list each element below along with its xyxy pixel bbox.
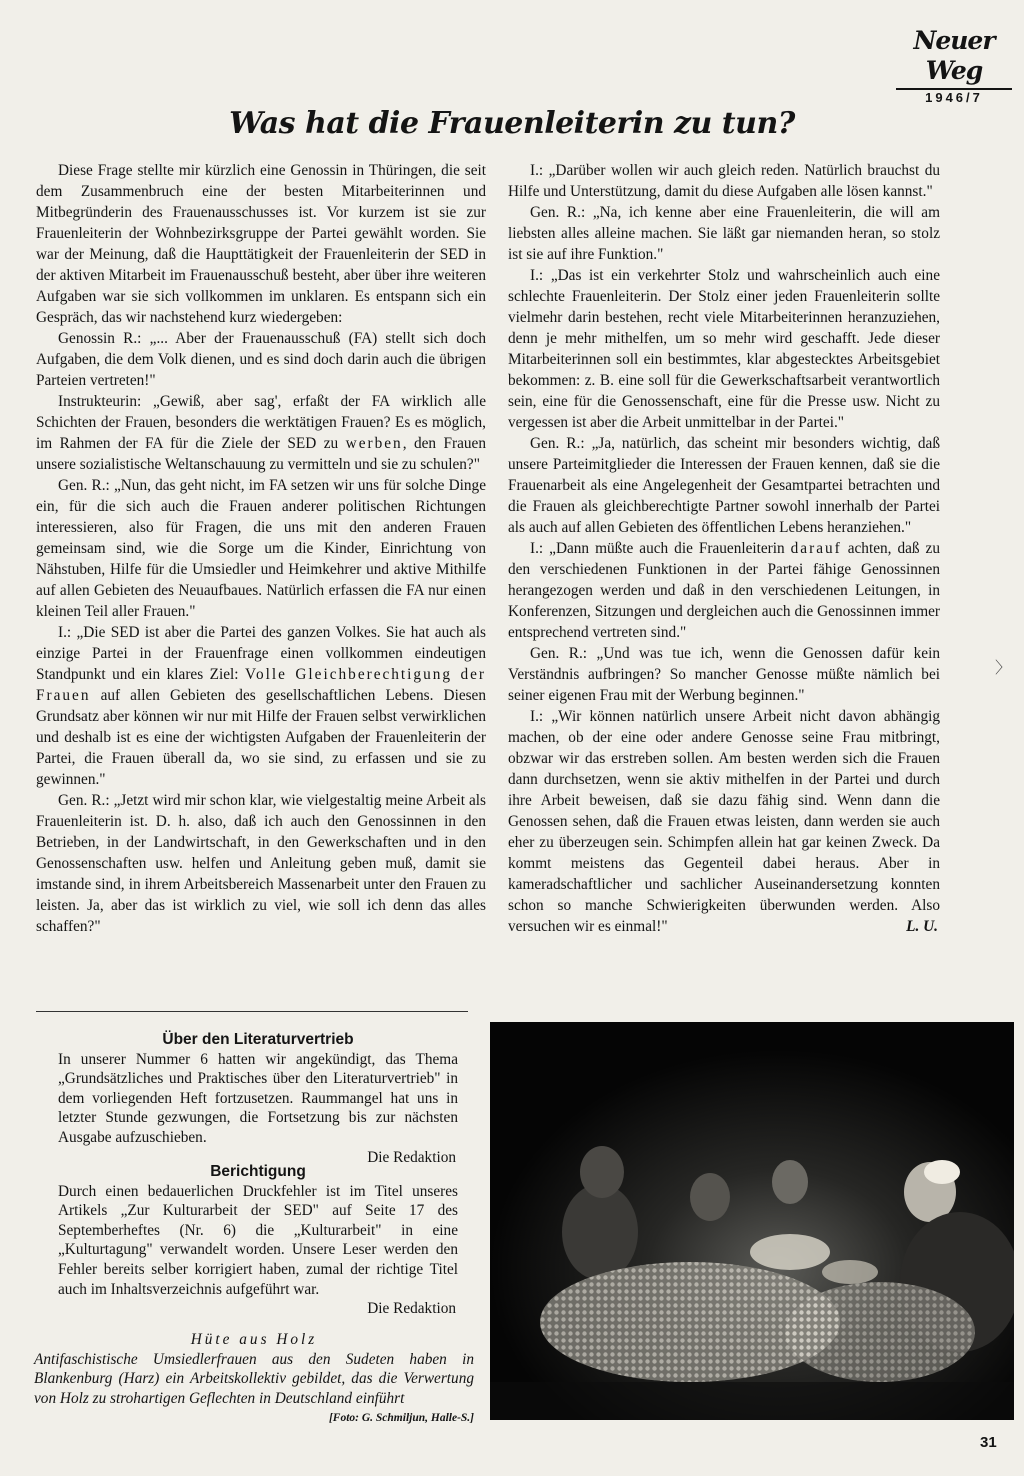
page-number: 31 [980, 1434, 997, 1451]
article-paragraph: Gen. R.: „Jetzt wird mir schon klar, wie vielgestaltig meine Arbeit als Frauenleiterin ist. D. h. also, daß ich auch den Genossinnen in den Betrieben, in der Landwirtschaft, in den Gewerkschaften und in den Genossenschaften usw. helfen und Anleitung geben muß, damit sie imstande sind, in ihrem Arbeitsbereich Massenarbeit unter den Frauen zu leisten. Ja, aber das ist wirklich zu viel, wie soll ich denn das alles schaffen?" [36, 792, 486, 935]
notice-body: Durch einen bedauerlichen Druckfehler ist im Titel unseres Artikels „Zur Kulturarbeit der SED" auf Seite 17 des Septemberheftes (Nr. 6) die „Kulturarbeit" in eine „Kulturtagung" verwandelt worden. Unsere Leser werden den Fehler bereits selber korrigiert haben, zumal der richtige Titel auch im Inhaltsverzeichnis aufgeführt war. [58, 1182, 458, 1298]
spaced-emphasis: darauf [790, 540, 842, 557]
article-paragraph: Gen. R.: „Nun, das geht nicht, im FA setzen wir uns für solche Dinge ein, für die sich auch die Frauen anderer politischen Richtungen interessieren, also für Fragen, die uns mit den anderen Frauen gemeinsam sind, wie die Sorge um die Kinder, Einrichtung von Nähstuben, Hilfe für die Umsiedler und Heimkehrer und aktive Mithilfe auf allen Gebieten des Neuaufbaues. Natürlich erfassen die FA nur einen kleinen Teil aller Frauen." [36, 477, 486, 620]
article-paragraph: Gen. R.: „Na, ich kenne aber eine Frauenleiterin, die will am liebsten alles alleine machen. Sie läßt gar niemanden heran, so stolz ist sie auf ihre Funktion." [508, 204, 940, 263]
photo-women-weaving [490, 1022, 1014, 1420]
article-paragraph: I.: „Darüber wollen wir auch gleich reden. Natürlich brauchst du Hilfe und Unterstützung, damit du diese Aufgaben alle lösen kannst." [508, 162, 940, 200]
article-paragraph [508, 538, 940, 643]
notice-title: Über den Literaturvertrieb [162, 1031, 354, 1048]
text-run: I.: „Die SED ist aber die Partei des ganzen Volkes. Sie hat auch als einzige Partei in der Frauenfrage einen vollkommen eindeutigen Standpunkt und ein klares Ziel: [36, 624, 486, 683]
notice-literaturvertrieb [58, 1030, 458, 1167]
article-paragraph: Gen. R.: „Und was tue ich, wenn die Genossen dafür kein Verständnis aufbringen? So mancher Genosse müßte nämlich bei seiner eigenen Frau mit der Werbung beginnen." [508, 645, 940, 704]
article-column-left [36, 160, 486, 937]
text-run: achten, daß zu den verschiedenen Funktionen in der Partei fähige Genossinnen herangezogen werden und daß in den verschiedenen Leitungen, in Konferenzen, Sitzungen und dergleichen auch die Genossinnen immer entsprechend vertreten sind." [508, 540, 940, 641]
article-paragraph [36, 391, 486, 475]
caption-text: Antifaschistische Umsiedlerfrauen aus den Sudeten haben in Blankenburg (Harz) ein Arbeitskollektiv gebildet, das die Verwertung von Holz zu strohartigen Geflechten in Deutschland einführt [34, 1350, 474, 1407]
notice-body: In unserer Nummer 6 hatten wir angekündigt, das Thema „Grundsätzliches und Praktisches über den Literaturvertrieb" in dem vorliegenden Heft fortzusetzen. Raummangel hat uns in letzter Stunde gezwungen, die Fortsetzung bis zur nächsten Ausgabe aufzuschieben. [58, 1050, 458, 1146]
margin-mark: 〉 [995, 660, 1012, 677]
masthead-title: Neuer Weg [913, 26, 995, 85]
article-paragraph [508, 706, 940, 937]
notice-signature: Die Redaktion [367, 1148, 456, 1166]
notice-berichtigung [58, 1162, 458, 1319]
notice-title: Berichtigung [210, 1163, 306, 1180]
text-run: Instrukteurin: „Gewiß, aber sag', erfaßt der FA wirklich alle Schichten der Frauen, besonders die werktätigen Frauen? Es es möglich, im Rahmen der FA für die Ziele der SED zu [36, 393, 486, 452]
article-paragraph: Genossin R.: „... Aber der Frauenausschuß (FA) stellt sich doch Aufgaben, die dem Volk dienen, und es sind doch darin auch die übrigen Parteien vertreten!" [36, 330, 486, 389]
caption-title: Hüte aus Holz [190, 1331, 318, 1348]
caption-body [34, 1350, 474, 1425]
text-run: I.: „Wir können natürlich unsere Arbeit nicht davon abhängig machen, ob der eine oder andere Genosse seine Frau mitbringt, obzwar wir das erstreben sollen. Am besten werden sich die Frauen dann durchsetzen, wenn sie aktiv mithelfen in der Partei und durch ihre Arbeit beweisen, daß sie dazu fähig sind. Wenn dann die Genossen sehen, daß die Frauen etwas leisten, dann werden sie auch eher zu überzeugen sein. Schimpfen allein hat gar keinen Zweck. Da kommt meistens das Gegenteil dabei heraus. Aber in kameradschaftlicher und sachlicher Auseinandersetzung konnten schon so manche Schwierigkeiten überwunden werden. Also versuchen wir es einmal!" [508, 708, 940, 935]
text-run: I.: „Dann müßte auch die Frauenleiterin [530, 540, 791, 557]
photo-credit: [Foto: G. Schmiljun, Halle-S.] [328, 1412, 474, 1425]
spaced-emphasis: werben [345, 435, 403, 452]
article-column-right [508, 160, 940, 937]
photo-caption [34, 1330, 474, 1429]
article-paragraph: I.: „Das ist ein verkehrter Stolz und wahrscheinlich auch eine schlechte Frauenleiterin. Der Stolz einer jeden Frauenleiterin sollte vielmehr darin bestehen, recht viele Mitarbeiterinnen heranzuziehen, denn je mehr mithelfen, um so mehr wird geschafft. Jede dieser Mitarbeiterinnen soll ein bestimmtes, klar abgestecktes Arbeitsgebiet bekommen: z. B. eine soll für die Gewerkschaftsarbeit verantwortlich sein, eine für die Genossenschaft, eine für die Presse usw. Nicht zu vergessen ist aber die Arbeit unmittelbar in der Partei." [508, 267, 940, 431]
masthead-issue: 1946/7 [925, 90, 983, 105]
article-paragraph: Diese Frage stellte mir kürzlich eine Genossin in Thüringen, die seit dem Zusammenbruch eine der besten Mitarbeiterinnen und Mitbegründerin des Frauenausschusses ist. Vor kurzem ist sie zur Frauenleiterin der Wohnbezirksgruppe der Partei gewählt worden. Sie war der Meinung, daß die Haupttätigkeit der Frauenleiterin der SED in der aktiven Mitarbeit im Frauenausschuß besteht, aber über ihre weiteren Aufgaben war sie sich vollkommen im unklaren. Es entspann sich ein Gespräch, das wir nachstehend kurz wiedergeben: [36, 162, 486, 326]
article-title: Was hat die Frauenleiterin zu tun? [229, 106, 795, 141]
article-signature: L. U. [906, 918, 938, 935]
spaced-emphasis: Volle Gleichberechtigung der Frauen [36, 666, 486, 704]
text-run: auf allen Gebieten des gesellschaftlichen Lebens. Diesen Grundsatz aber können wir nur mit Hilfe der Frauen selbst verwirklichen und deshalb ist es eine der wichtigsten Aufgaben der Frauenleiterin der Partei, die Frauen überall da, wo sie sind, zu erfassen und sie zu gewinnen." [36, 687, 486, 788]
photo-illustration [490, 1022, 1014, 1420]
section-divider [36, 1011, 468, 1012]
text-run: , den Frauen unsere sozialistische Weltanschauung zu vermitteln und sie zu schulen?" [36, 435, 486, 473]
notice-signature: Die Redaktion [367, 1300, 456, 1318]
article-paragraph: Gen. R.: „Ja, natürlich, das scheint mir besonders wichtig, daß unsere Parteimitglieder die Interessen der Frauen kennen, daß sie die Frauenarbeit als eine Angelegenheit der Gesamtpartei betrachten und die Frauen als gleichberechtigte Partner sowohl innerhalb der Partei als auch auf allen Gebieten des öffentlichen Lebens heranziehen." [508, 435, 940, 536]
article-paragraph [36, 622, 486, 790]
masthead [888, 26, 1020, 106]
